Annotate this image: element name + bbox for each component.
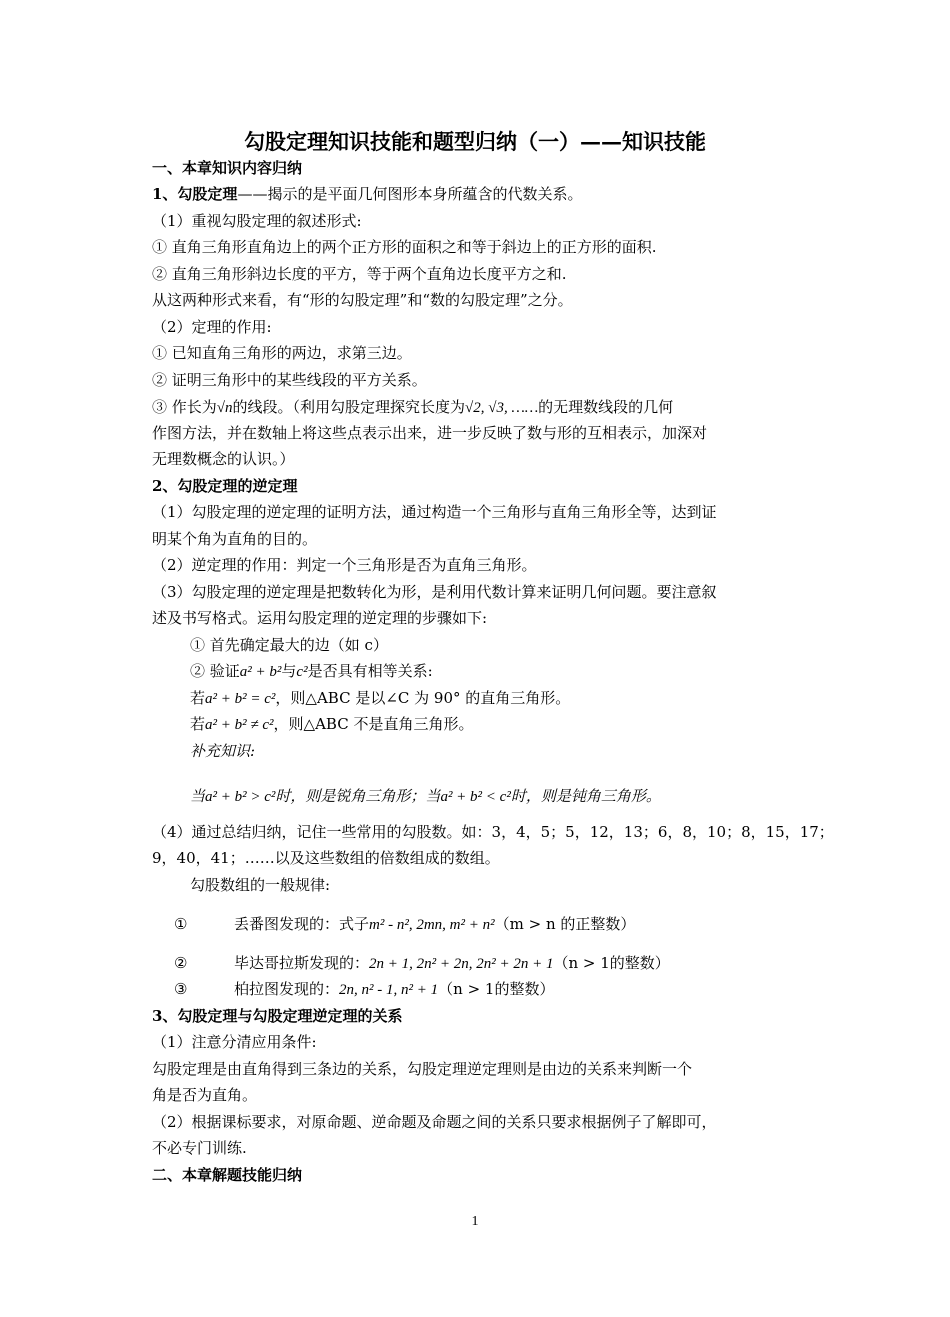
- subsection-heading: 3、勾股定理与勾股定理逆定理的关系: [152, 1007, 403, 1025]
- text-span: 与: [281, 662, 297, 680]
- paragraph: （2）定理的作用:: [152, 318, 272, 336]
- paragraph: ② 直角三角形斜边长度的平方，等于两个直角边长度平方之和.: [152, 265, 567, 283]
- step-item: [190, 688, 570, 709]
- rule-number: ①: [174, 915, 188, 933]
- text-span: 时，则是锐角三角形；当: [275, 787, 441, 805]
- paragraph: 不必专门训练.: [152, 1139, 247, 1157]
- text-span: 柏拉图发现的：: [234, 980, 340, 998]
- text-span: ③ 作长为: [152, 398, 217, 416]
- text-span: 毕达哥拉斯发现的：: [234, 954, 370, 972]
- supplement-line: [190, 786, 661, 807]
- math-formula: a² + b² = c²: [205, 691, 276, 707]
- subsection-heading: 1、勾股定理: [152, 185, 238, 203]
- text-span: ② 验证: [190, 662, 240, 680]
- rule-number: ③: [174, 980, 188, 998]
- text-span: 时，则是钝角三角形。: [510, 787, 661, 805]
- rule-text: [234, 979, 554, 1000]
- subsection-1-line: [152, 184, 582, 204]
- math-formula: 2n, n² - 1, n² + 1: [339, 982, 439, 998]
- text-span: 若: [190, 689, 206, 707]
- math-formula: √2, √3, ……: [465, 400, 539, 416]
- text-span: ，则△ABC 不是直角三角形。: [273, 715, 474, 733]
- paragraph: ① 直角三角形直角边上的两个正方形的面积之和等于斜边上的正方形的面积.: [152, 238, 657, 256]
- paragraph: 无理数概念的认识。）: [152, 450, 295, 468]
- paragraph: 9，40，41；……以及这些数组的倍数组成的数组。: [152, 849, 500, 867]
- section-heading-2: 二、本章解题技能归纳: [152, 1166, 303, 1184]
- paragraph: 述及书写格式。运用勾股定理的逆定理的步骤如下:: [152, 609, 488, 627]
- rule-text: [234, 914, 635, 935]
- text-span: 是否具有相等关系:: [307, 662, 433, 680]
- math-formula: √n: [216, 400, 233, 416]
- rule-text: [234, 953, 670, 974]
- step-item: [190, 714, 473, 735]
- text-span: （n > 1的整数）: [553, 954, 670, 972]
- math-formula: a² + b² < c²: [440, 789, 511, 805]
- rule-number: ②: [174, 954, 188, 972]
- text-span: 的无理数线段的几何: [538, 398, 674, 416]
- step-item: [190, 661, 433, 682]
- math-formula: c²: [296, 664, 308, 680]
- page-title: 勾股定理知识技能和题型归纳（一）——知识技能: [244, 129, 706, 154]
- section-heading-1: 一、本章知识内容归纳: [152, 159, 303, 177]
- paragraph: 勾股数组的一般规律:: [190, 876, 331, 894]
- paragraph: （2）逆定理的作用：判定一个三角形是否为直角三角形。: [152, 556, 537, 574]
- paragraph: 明某个角为直角的目的。: [152, 530, 318, 548]
- text-span: 丢番图发现的：式子: [234, 915, 370, 933]
- paragraph: ① 已知直角三角形的两边，求第三边。: [152, 344, 412, 362]
- paragraph: （1）勾股定理的逆定理的证明方法，通过构造一个三角形与直角三角形全等，达到证: [152, 503, 717, 521]
- math-formula: a² + b² > c²: [205, 789, 276, 805]
- paragraph: （1）注意分清应用条件:: [152, 1033, 317, 1051]
- step-item: ① 首先确定最大的边（如 c）: [190, 636, 388, 654]
- page-number: 1: [471, 1214, 479, 1229]
- paragraph: （2）根据课标要求，对原命题、逆命题及命题之间的关系只要求根据例子了解即可，: [152, 1113, 717, 1131]
- math-formula: 2n + 1, 2n² + 2n, 2n² + 2n + 1: [369, 956, 554, 972]
- paragraph: 作图方法，并在数轴上将这些点表示出来，进一步反映了数与形的互相表示，加深对: [152, 424, 708, 442]
- paragraph: 角是否为直角。: [152, 1086, 258, 1104]
- paragraph: （4）通过总结归纳，记住一些常用的勾股数。如：3，4，5；5，12，13；6，8，10；8，15，17；: [152, 823, 834, 841]
- supplement-label: 补充知识:: [190, 742, 256, 760]
- math-formula: a² + b²: [239, 664, 282, 680]
- text-span: （n > 1的整数）: [438, 980, 555, 998]
- paragraph: 勾股定理是由直角得到三条边的关系，勾股定理逆定理则是由边的关系来判断一个: [152, 1060, 693, 1078]
- paragraph: （3）勾股定理的逆定理是把数转化为形，是利用代数计算来证明几何问题。要注意叙: [152, 583, 717, 601]
- text-span: 若: [190, 715, 206, 733]
- paragraph: 从这两种形式来看，有“形的勾股定理”和“数的勾股定理”之分。: [152, 291, 573, 309]
- text-span: 当: [190, 787, 206, 805]
- text-span: ，则△ABC 是以∠C 为 90° 的直角三角形。: [275, 689, 571, 707]
- math-formula: m² - n², 2mn, m² + n²: [369, 917, 495, 933]
- math-formula: a² + b² ≠ c²: [205, 717, 274, 733]
- paragraph: ② 证明三角形中的某些线段的平方关系。: [152, 371, 427, 389]
- subsection-text: ——揭示的是平面几何图形本身所蕴含的代数关系。: [237, 185, 583, 203]
- subsection-heading: 2、勾股定理的逆定理: [152, 477, 298, 495]
- paragraph: [152, 397, 673, 418]
- text-span: 的线段。（利用勾股定理探究长度为: [232, 398, 466, 416]
- text-span: （m > n 的正整数）: [494, 915, 636, 933]
- paragraph: （1）重视勾股定理的叙述形式:: [152, 212, 362, 230]
